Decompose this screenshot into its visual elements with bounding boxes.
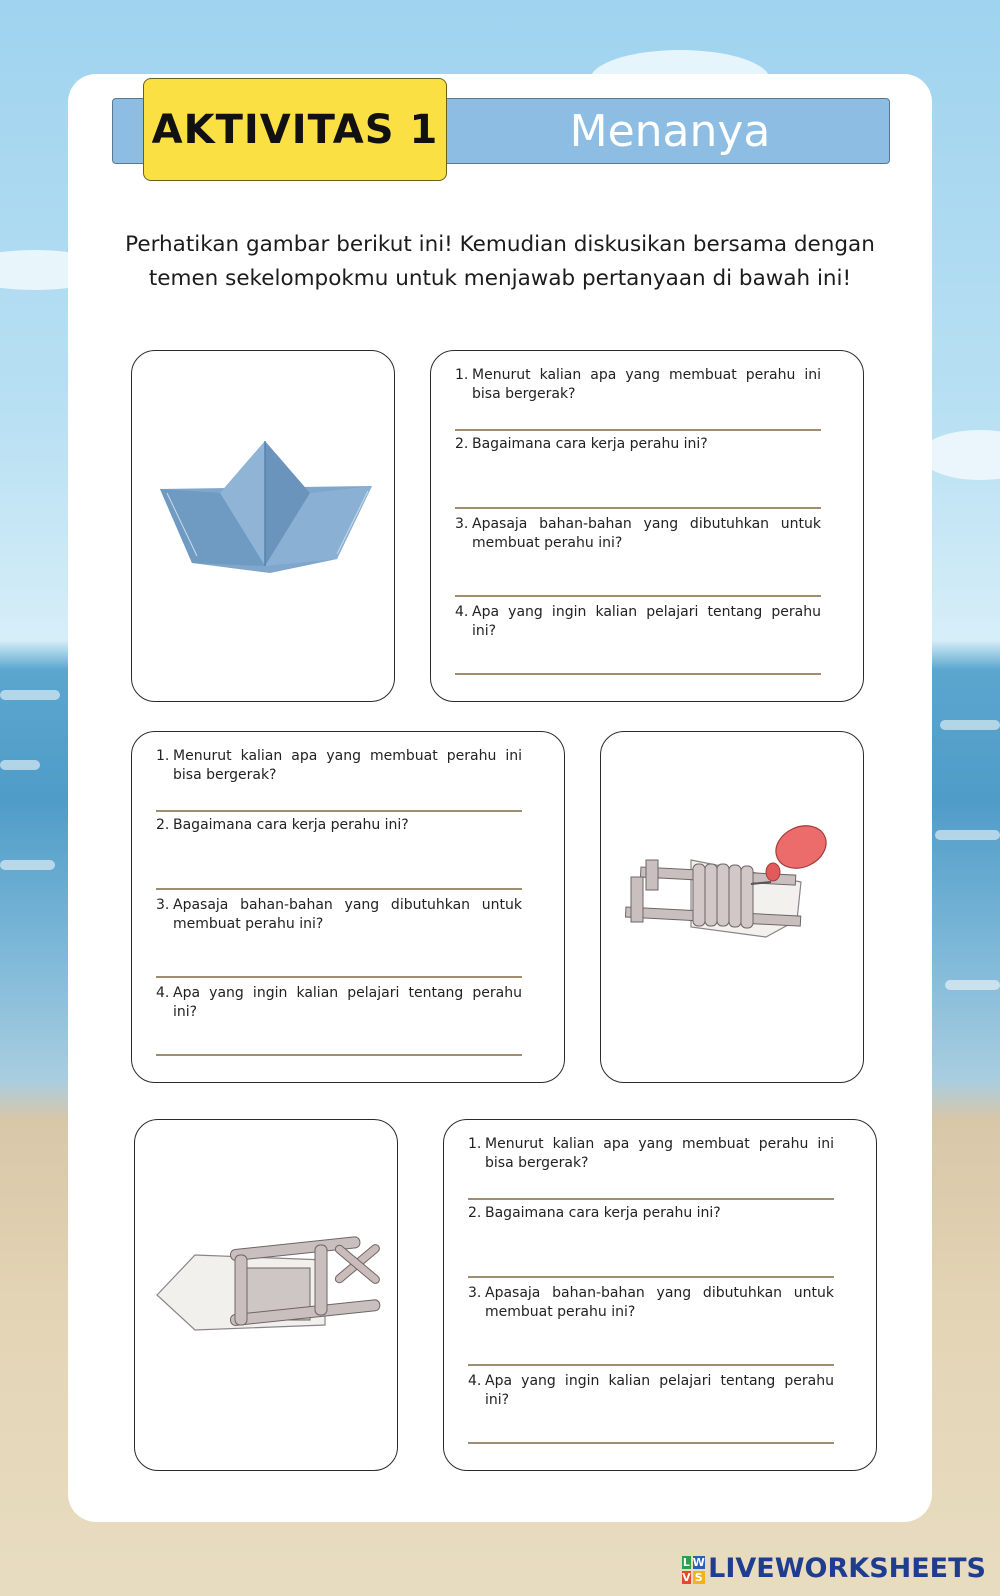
activity-tag: AKTIVITAS 1 — [143, 78, 447, 181]
answer-line[interactable] — [468, 1276, 834, 1278]
question-2: 2. Bagaimana cara kerja perahu ini? — [468, 1205, 721, 1221]
question-4: 4. Apa yang ingin kalian pelajari tentang perahu ini? — [156, 985, 522, 1020]
answer-line[interactable] — [468, 1442, 834, 1444]
wave — [935, 830, 1000, 840]
answer-line[interactable] — [455, 507, 821, 509]
image-box-paper-boat — [131, 350, 395, 702]
question-3: 3. Apasaja bahan-bahan yang dibutuhkan untuk membuat perahu ini? — [455, 516, 821, 551]
answer-line[interactable] — [156, 888, 522, 890]
instruction-text — [110, 228, 890, 296]
question-4: 4. Apa yang ingin kalian pelajari tentang perahu ini? — [468, 1373, 834, 1408]
logo-mark-s: S — [693, 1571, 705, 1584]
instruction-line-1: Perhatikan gambar berikut ini! Kemudian diskusikan bersama dengan — [125, 232, 875, 257]
question-1: 1. Menurut kalian apa yang membuat perahu ini bisa bergerak? — [468, 1136, 834, 1171]
wave — [0, 760, 40, 770]
question-2: 2. Bagaimana cara kerja perahu ini? — [156, 817, 409, 833]
question-3: 3. Apasaja bahan-bahan yang dibutuhkan untuk membuat perahu ini? — [468, 1285, 834, 1320]
liveworksheets-logo[interactable] — [682, 1553, 986, 1584]
cloud — [920, 430, 1000, 480]
rubber-band-boat-image — [135, 1120, 397, 1470]
balloon-boat-image — [601, 732, 863, 1082]
question-box-2 — [131, 731, 565, 1083]
answer-line[interactable] — [455, 429, 821, 431]
image-box-balloon-boat — [600, 731, 864, 1083]
question-1: 1. Menurut kalian apa yang membuat perahu ini bisa bergerak? — [156, 748, 522, 783]
question-3: 3. Apasaja bahan-bahan yang dibutuhkan untuk membuat perahu ini? — [156, 897, 522, 932]
answer-line[interactable] — [156, 976, 522, 978]
logo-mark-w: W — [692, 1555, 705, 1569]
question-box-1 — [430, 350, 864, 702]
instruction-line-2: temen sekelompokmu untuk menjawab pertanyaan di bawah ini! — [148, 266, 852, 291]
answer-line[interactable] — [455, 595, 821, 597]
wave — [940, 720, 1000, 730]
answer-line[interactable] — [156, 1054, 522, 1056]
answer-line[interactable] — [455, 673, 821, 675]
question-1: 1. Menurut kalian apa yang membuat perahu ini bisa bergerak? — [455, 367, 821, 402]
question-box-3 — [443, 1119, 877, 1471]
logo-mark-v: V — [682, 1570, 691, 1584]
wave — [0, 860, 55, 870]
logo-text: LIVEWORKSHEETS — [708, 1553, 986, 1584]
banner-subtitle: Menanya — [569, 105, 771, 157]
liveworksheets-logo-icon — [682, 1556, 704, 1582]
question-4: 4. Apa yang ingin kalian pelajari tentang perahu ini? — [455, 604, 821, 639]
image-box-rubber-band-boat — [134, 1119, 398, 1471]
wave — [0, 690, 60, 700]
paper-boat-image — [132, 351, 394, 701]
answer-line[interactable] — [468, 1364, 834, 1366]
logo-mark-l: L — [682, 1555, 690, 1569]
wave — [945, 980, 1000, 990]
answer-line[interactable] — [468, 1198, 834, 1200]
question-2: 2. Bagaimana cara kerja perahu ini? — [455, 436, 708, 452]
answer-line[interactable] — [156, 810, 522, 812]
